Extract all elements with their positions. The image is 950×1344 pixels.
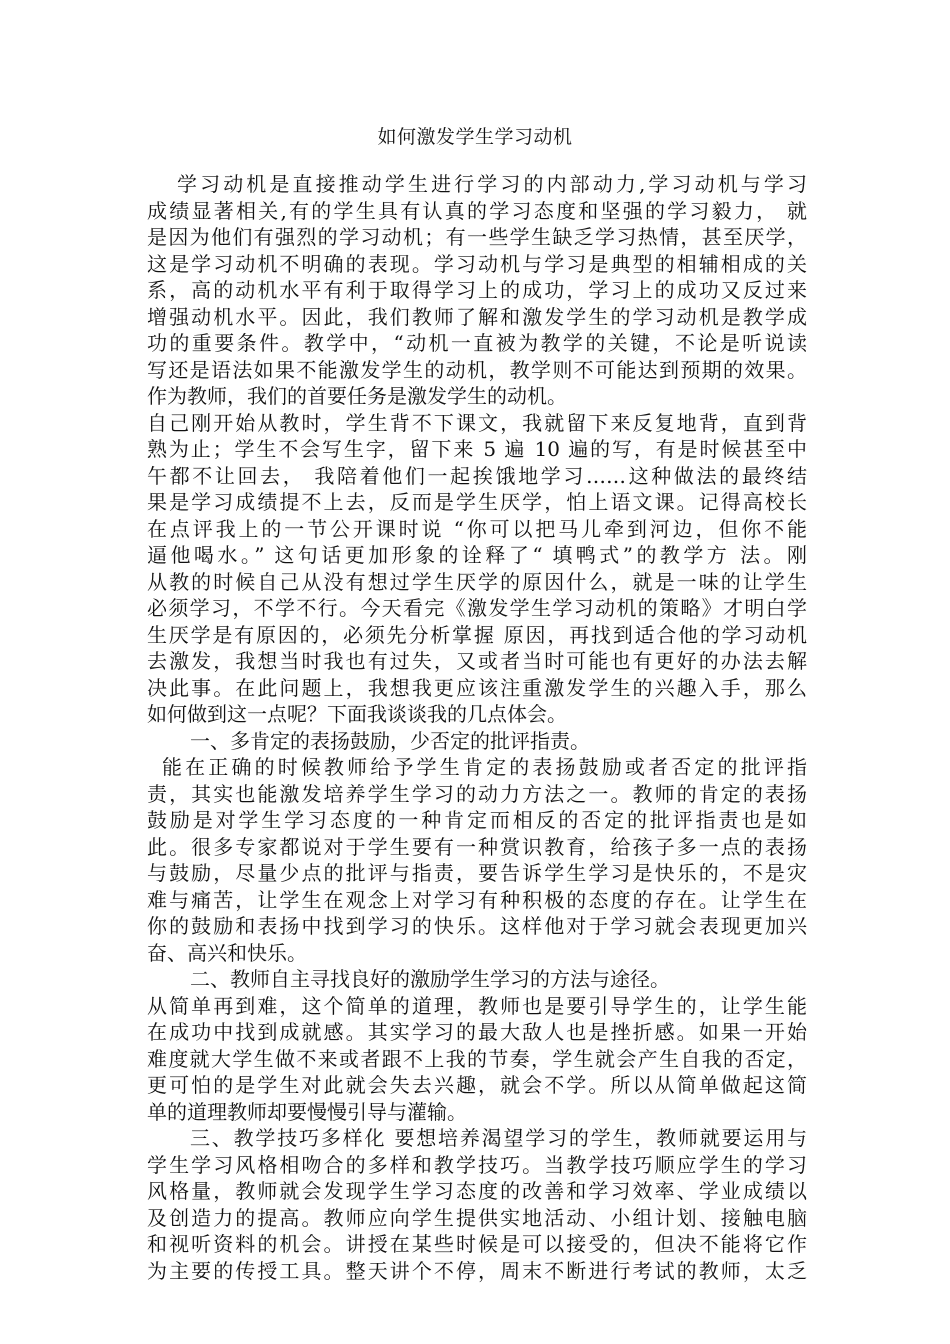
text-line: 为主要的传授工具。整天讲个不停，周末不断进行考试的教师，太乏 [147,1258,807,1283]
text-line: 风格量，教师就会发现学生学习态度的改善和学习效率、学业成绩以 [147,1179,807,1203]
text-line: 午都不让回去， 我陪着他们一起挨饿地学习……这种做法的最终结 [147,463,807,488]
text-line: 单的道理教师却要慢慢引导与灌输。 [147,1099,467,1124]
text-line: 更可怕的是学生对此就会失去兴趣，就会不学。所以从简单做起这简 [147,1073,807,1097]
text-line: 一、多肯定的表扬鼓励，少否定的批评指责。 [190,728,590,753]
text-line: 责，其实也能激发培养学生学习的动力方法之一。教师的肯定的表扬 [147,781,807,806]
text-line: 自己刚开始从教时，学生背不下课文，我就留下来反复地背，直到背 [147,410,807,435]
text-line: 成绩显著相关,有的学生具有认真的学习态度和坚强的学习毅力， 就 [147,198,807,223]
text-line: 难与痛苦，让学生在观念上对学习有种积极的态度的存在。让学生在 [147,887,807,912]
text-line: 能在正确的时候教师给予学生肯定的表扬鼓励或者否定的批评指 [162,755,807,779]
text-line: 你的鼓励和表扬中找到学习的快乐。这样他对于学习就会表现更加兴 [147,914,807,938]
text-line: 难度就大学生做不来或者跟不上我的节奏，学生就会产生自我的否定， [147,1046,807,1071]
text-line: 从简单再到难，这个简单的道理，教师也是要引导学生的，让学生能 [147,993,807,1018]
text-line: 三、教学技巧多样化 要想培养渴望学习的学生，教师就要运用与 [190,1126,807,1150]
text-line: 学习动机是直接推动学生进行学习的内部动力,学习动机与学习 [177,172,807,196]
text-line: 从教的时候自己从没有想过学生厌学的原因什么，就是一味的让学生 [147,569,807,594]
text-line: 及创造力的提高。教师应向学生提供实地活动、小组计划、接触电脑 [147,1205,807,1230]
text-line: 逼他喝水。” 这句话更加形象的诠释了“ 填鸭式”的教学方 法。刚 [147,543,807,567]
text-line: 熟为止；学生不会写生字，留下来 5 遍 10 遍的写，有是时候甚至中 [147,437,807,461]
text-line: 和视听资料的机会。讲授在某些时候是可以接受的，但决不能将它作 [147,1232,807,1256]
text-line: 在点评我上的一节公开课时说 “你可以把马儿牵到河边，但你不能 [147,516,807,541]
text-line: 与鼓励，尽量少点的批评与指责，要告诉学生学习是快乐的，不是灾 [147,861,807,885]
text-line: 果是学习成绩提不上去，反而是学生厌学，怕上语文课。记得高校长 [147,490,807,514]
document-body [147,171,807,1284]
text-line: 生厌学是有原因的，必须先分析掌握 原因，再找到适合他的学习动机 [147,622,807,647]
text-line: 学生学习风格相吻合的多样和教学技巧。当教学技巧顺应学生的学习 [147,1152,807,1177]
text-line: 系，高的动机水平有利于取得学习上的成功，学习上的成功又反过来 [147,278,807,302]
text-line: 去激发，我想当时我也有过失，又或者当时可能也有更好的办法去解 [147,649,807,673]
text-line: 二、教师自主寻找良好的激励学生学习的方法与途径。 [190,967,670,991]
text-line: 必须学习，不学不行。今天看完《激发学生学习动机的策略》才明白学 [147,596,807,620]
text-line: 决此事。在此问题上，我想我更应该注重激发学生的兴趣入手，那么 [147,675,807,700]
text-line: 增强动机水平。因此，我们教师了解和激发学生的学习动机是教学成 [147,304,807,329]
text-line: 功的重要条件。教学中，“动机一直被为教学的关键，不论是听说读 [147,331,807,355]
text-line: 是因为他们有强烈的学习动机；有一些学生缺乏学习热情，甚至厌学， [147,225,807,249]
text-line: 作为教师，我们的首要任务是激发学生的动机。 [147,384,567,408]
document-title: 如何激发学生学习动机 [377,126,573,148]
text-line: 此。很多专家都说对于学生要有一种赏识教育，给孩子多一点的表扬 [147,834,807,859]
text-line: 在成功中找到成就感。其实学习的最大敌人也是挫折感。如果一开始 [147,1020,807,1044]
text-line: 奋、高兴和快乐。 [147,940,307,965]
text-line: 鼓励是对学生学习态度的一种肯定而相反的否定的批评指责也是如 [147,808,807,832]
text-line: 这是学习动机不明确的表现。学习动机与学习是典型的相辅相成的关 [147,251,807,276]
text-line: 写还是语法如果不能激发学生的动机，教学则不可能达到预期的效果。 [147,357,807,382]
text-line: 如何做到这一点呢？下面我谈谈我的几点体会。 [147,702,567,726]
